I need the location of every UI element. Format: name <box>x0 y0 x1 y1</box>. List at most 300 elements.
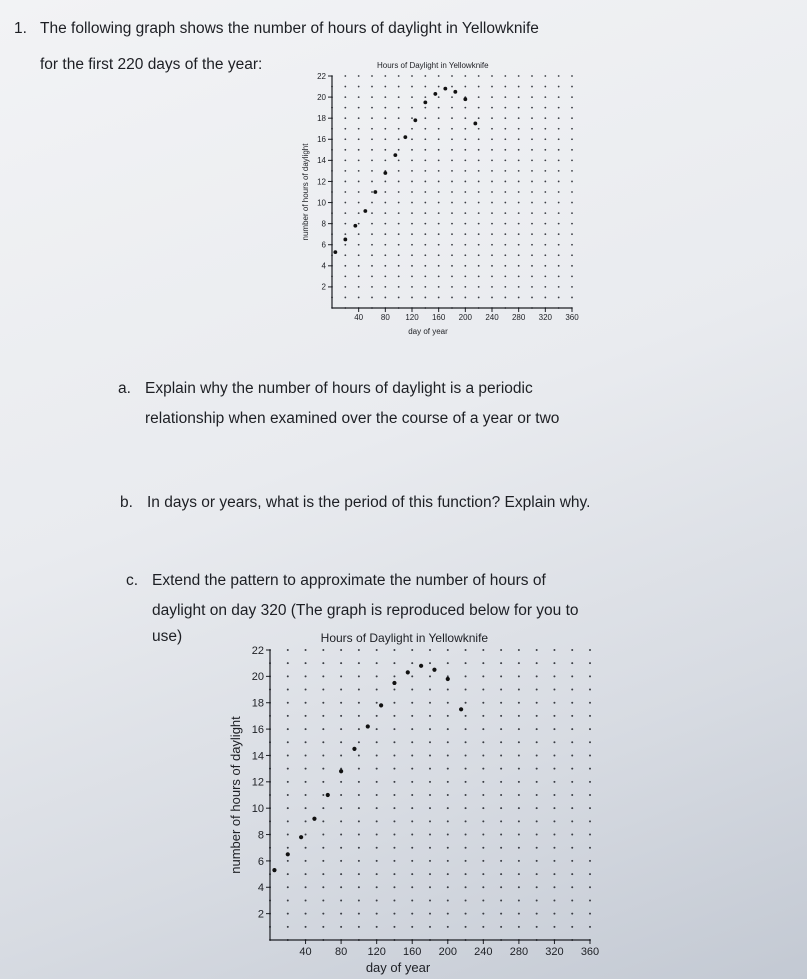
grid-dot <box>358 149 360 151</box>
grid-dot <box>571 834 573 836</box>
grid-dot <box>491 202 493 204</box>
grid-dot <box>544 265 546 267</box>
grid-dot <box>411 689 413 691</box>
grid-dot <box>344 223 346 225</box>
grid-dot <box>287 847 289 849</box>
grid-dot <box>518 159 520 161</box>
grid-dot <box>305 662 307 664</box>
grid-dot <box>553 754 555 756</box>
grid-dot <box>465 781 467 783</box>
y-tick-label: 10 <box>317 198 326 208</box>
y-tick-label: 2 <box>321 282 326 292</box>
grid-dot <box>465 715 467 717</box>
grid-dot <box>398 86 400 88</box>
grid-dot <box>393 886 395 888</box>
grid-dot <box>424 86 426 88</box>
grid-dot <box>544 149 546 151</box>
grid-dot <box>518 675 520 677</box>
grid-dot <box>411 768 413 770</box>
grid-dot <box>384 275 386 277</box>
x-tick-label: 200 <box>438 946 457 958</box>
chart-title: Hours of Daylight in Yellowknife <box>376 61 489 70</box>
grid-dot <box>536 820 538 822</box>
grid-dot <box>358 794 360 796</box>
grid-dot <box>322 781 324 783</box>
grid-dot <box>589 715 591 717</box>
grid-dot <box>536 860 538 862</box>
grid-dot <box>322 689 324 691</box>
grid-dot <box>571 847 573 849</box>
data-point <box>406 670 410 674</box>
grid-dot <box>358 286 360 288</box>
y-tick-label: 14 <box>317 156 326 166</box>
grid-dot <box>500 675 502 677</box>
grid-dot <box>518 689 520 691</box>
grid-dot <box>340 820 342 822</box>
grid-dot <box>340 807 342 809</box>
part-c-line-3: use) <box>152 628 183 645</box>
data-point <box>353 224 357 228</box>
grid-dot <box>504 286 506 288</box>
grid-dot <box>384 233 386 235</box>
grid-dot <box>544 181 546 183</box>
y-tick-label: 14 <box>251 750 264 763</box>
grid-dot <box>544 275 546 277</box>
grid-dot <box>465 754 467 756</box>
grid-dot <box>287 820 289 822</box>
grid-dot <box>464 159 466 161</box>
grid-dot <box>531 181 533 183</box>
grid-dot <box>358 662 360 664</box>
grid-dot <box>411 794 413 796</box>
grid-dot <box>287 873 289 875</box>
grid-dot <box>305 834 307 836</box>
grid-dot <box>393 926 395 928</box>
grid-dot <box>322 860 324 862</box>
grid-dot <box>305 794 307 796</box>
grid-dot <box>429 794 431 796</box>
grid-dot <box>478 297 480 299</box>
grid-dot <box>305 675 307 677</box>
grid-dot <box>518 741 520 743</box>
grid-dot <box>504 244 506 246</box>
grid-dot <box>322 728 324 730</box>
part-c-letter: c. <box>126 572 139 589</box>
grid-dot <box>500 926 502 928</box>
grid-dot <box>340 847 342 849</box>
grid-dot <box>411 212 413 214</box>
grid-dot <box>571 223 573 225</box>
grid-dot <box>411 159 413 161</box>
grid-dot <box>553 913 555 915</box>
grid-dot <box>531 265 533 267</box>
grid-dot <box>589 689 591 691</box>
grid-dot <box>393 754 395 756</box>
grid-dot <box>558 244 560 246</box>
data-point <box>272 868 276 872</box>
grid-dot <box>553 834 555 836</box>
grid-dot <box>358 117 360 119</box>
grid-dot <box>536 649 538 651</box>
grid-dot <box>482 689 484 691</box>
grid-dot <box>518 781 520 783</box>
grid-dot <box>504 75 506 77</box>
grid-dot <box>478 244 480 246</box>
grid-dot <box>371 75 373 77</box>
grid-dot <box>287 754 289 756</box>
grid-dot <box>553 886 555 888</box>
grid-dot <box>393 834 395 836</box>
grid-dot <box>447 913 449 915</box>
grid-dot <box>429 781 431 783</box>
grid-dot <box>438 265 440 267</box>
grid-dot <box>518 286 520 288</box>
grid-dot <box>371 159 373 161</box>
grid-dot <box>464 117 466 119</box>
grid-dot <box>344 212 346 214</box>
grid-dot <box>424 149 426 151</box>
grid-dot <box>340 675 342 677</box>
grid-dot <box>358 181 360 183</box>
grid-dot <box>518 191 520 193</box>
grid-dot <box>358 265 360 267</box>
grid-dot <box>482 794 484 796</box>
grid-dot <box>589 886 591 888</box>
grid-dot <box>571 86 573 88</box>
grid-dot <box>411 86 413 88</box>
grid-dot <box>589 899 591 901</box>
grid-dot <box>558 149 560 151</box>
data-point <box>419 664 423 668</box>
grid-dot <box>376 715 378 717</box>
grid-dot <box>305 899 307 901</box>
grid-dot <box>544 117 546 119</box>
grid-dot <box>393 873 395 875</box>
grid-dot <box>478 286 480 288</box>
grid-dot <box>465 675 467 677</box>
grid-dot <box>424 181 426 183</box>
grid-dot <box>536 728 538 730</box>
grid-dot <box>482 754 484 756</box>
grid-dot <box>371 96 373 98</box>
grid-dot <box>411 107 413 109</box>
grid-dot <box>518 149 520 151</box>
grid-dot <box>518 820 520 822</box>
grid-dot <box>531 75 533 77</box>
grid-dot <box>411 149 413 151</box>
grid-dot <box>305 649 307 651</box>
grid-dot <box>504 117 506 119</box>
grid-dot <box>451 286 453 288</box>
grid-dot <box>544 128 546 130</box>
grid-dot <box>544 254 546 256</box>
grid-dot <box>344 233 346 235</box>
grid-dot <box>384 149 386 151</box>
grid-dot <box>447 834 449 836</box>
grid-dot <box>451 149 453 151</box>
grid-dot <box>371 254 373 256</box>
grid-dot <box>504 212 506 214</box>
grid-dot <box>491 86 493 88</box>
grid-dot <box>571 275 573 277</box>
grid-dot <box>393 794 395 796</box>
grid-dot <box>411 886 413 888</box>
grid-dot <box>536 754 538 756</box>
grid-dot <box>518 223 520 225</box>
grid-dot <box>384 117 386 119</box>
grid-dot <box>464 244 466 246</box>
data-point <box>366 724 370 728</box>
grid-dot <box>482 899 484 901</box>
grid-dot <box>504 170 506 172</box>
grid-dot <box>384 159 386 161</box>
grid-dot <box>531 275 533 277</box>
grid-dot <box>376 675 378 677</box>
grid-dot <box>398 159 400 161</box>
grid-dot <box>376 847 378 849</box>
y-tick-label: 2 <box>257 908 264 921</box>
grid-dot <box>358 781 360 783</box>
x-tick-label: 280 <box>511 313 526 322</box>
grid-dot <box>504 181 506 183</box>
x-axis-label: day of year <box>365 960 431 975</box>
grid-dot <box>438 138 440 140</box>
grid-dot <box>371 181 373 183</box>
grid-dot <box>371 128 373 130</box>
grid-dot <box>500 715 502 717</box>
grid-dot <box>411 807 413 809</box>
grid-dot <box>340 728 342 730</box>
grid-dot <box>358 899 360 901</box>
grid-dot <box>544 86 546 88</box>
grid-dot <box>451 181 453 183</box>
grid-dot <box>464 223 466 225</box>
grid-dot <box>544 202 546 204</box>
grid-dot <box>371 265 373 267</box>
grid-dot <box>411 96 413 98</box>
data-point <box>286 852 290 856</box>
grid-dot <box>536 807 538 809</box>
grid-dot <box>571 75 573 77</box>
grid-dot <box>558 170 560 172</box>
grid-dot <box>553 794 555 796</box>
grid-dot <box>558 181 560 183</box>
grid-dot <box>358 649 360 651</box>
grid-dot <box>571 926 573 928</box>
grid-dot <box>376 886 378 888</box>
grid-dot <box>571 754 573 756</box>
grid-dot <box>358 873 360 875</box>
grid-dot <box>287 926 289 928</box>
grid-dot <box>482 807 484 809</box>
grid-dot <box>411 675 413 677</box>
x-tick-label: 80 <box>334 946 348 958</box>
grid-dot <box>424 254 426 256</box>
grid-dot <box>478 181 480 183</box>
grid-dot <box>322 754 324 756</box>
grid-dot <box>536 715 538 717</box>
grid-dot <box>544 138 546 140</box>
grid-dot <box>384 86 386 88</box>
grid-dot <box>371 244 373 246</box>
grid-dot <box>491 75 493 77</box>
grid-dot <box>536 741 538 743</box>
grid-dot <box>536 781 538 783</box>
grid-dot <box>558 191 560 193</box>
grid-dot <box>438 233 440 235</box>
y-tick-label: 18 <box>251 697 264 710</box>
grid-dot <box>384 223 386 225</box>
grid-dot <box>344 275 346 277</box>
grid-dot <box>451 75 453 77</box>
grid-dot <box>451 107 453 109</box>
grid-dot <box>478 86 480 88</box>
grid-dot <box>287 649 289 651</box>
y-tick-label: 16 <box>251 723 264 736</box>
grid-dot <box>518 794 520 796</box>
grid-dot <box>398 286 400 288</box>
grid-dot <box>398 254 400 256</box>
grid-dot <box>393 675 395 677</box>
grid-dot <box>571 675 573 677</box>
grid-dot <box>429 715 431 717</box>
grid-dot <box>438 75 440 77</box>
grid-dot <box>500 702 502 704</box>
grid-dot <box>340 715 342 717</box>
grid-dot <box>504 297 506 299</box>
grid-dot <box>500 913 502 915</box>
grid-dot <box>491 265 493 267</box>
grid-dot <box>344 286 346 288</box>
grid-dot <box>478 265 480 267</box>
grid-dot <box>358 107 360 109</box>
grid-dot <box>571 254 573 256</box>
grid-dot <box>589 702 591 704</box>
grid-dot <box>305 741 307 743</box>
grid-dot <box>424 275 426 277</box>
grid-dot <box>464 181 466 183</box>
grid-dot <box>504 149 506 151</box>
grid-dot <box>571 794 573 796</box>
grid-dot <box>376 899 378 901</box>
y-tick-label: 12 <box>251 776 264 789</box>
grid-dot <box>376 702 378 704</box>
grid-dot <box>536 662 538 664</box>
grid-dot <box>376 820 378 822</box>
grid-dot <box>518 254 520 256</box>
grid-dot <box>531 223 533 225</box>
grid-dot <box>393 689 395 691</box>
grid-dot <box>464 212 466 214</box>
grid-dot <box>518 834 520 836</box>
grid-dot <box>438 86 440 88</box>
y-tick-label: 6 <box>321 240 326 250</box>
question-line-2: for the first 220 days of the year: <box>40 56 263 73</box>
grid-dot <box>531 96 533 98</box>
grid-dot <box>531 86 533 88</box>
grid-dot <box>500 794 502 796</box>
grid-dot <box>464 75 466 77</box>
grid-dot <box>465 820 467 822</box>
grid-dot <box>544 244 546 246</box>
grid-dot <box>482 860 484 862</box>
grid-dot <box>429 886 431 888</box>
grid-dot <box>393 781 395 783</box>
grid-dot <box>429 860 431 862</box>
data-point <box>446 677 450 681</box>
grid-dot <box>424 170 426 172</box>
grid-dot <box>504 275 506 277</box>
x-tick-label: 120 <box>367 946 386 958</box>
grid-dot <box>424 96 426 98</box>
grid-dot <box>393 860 395 862</box>
grid-dot <box>424 117 426 119</box>
grid-dot <box>500 820 502 822</box>
grid-dot <box>482 715 484 717</box>
grid-dot <box>491 138 493 140</box>
grid-dot <box>518 107 520 109</box>
grid-dot <box>358 191 360 193</box>
y-axis-label: number of hours of daylight <box>301 143 310 241</box>
grid-dot <box>287 741 289 743</box>
data-point <box>443 87 447 91</box>
grid-dot <box>398 96 400 98</box>
grid-dot <box>340 649 342 651</box>
grid-dot <box>465 728 467 730</box>
grid-dot <box>429 899 431 901</box>
grid-dot <box>358 702 360 704</box>
grid-dot <box>464 107 466 109</box>
grid-dot <box>429 913 431 915</box>
grid-dot <box>411 181 413 183</box>
grid-dot <box>531 244 533 246</box>
y-tick-label: 8 <box>257 829 264 842</box>
grid-dot <box>344 86 346 88</box>
grid-dot <box>371 275 373 277</box>
grid-dot <box>589 741 591 743</box>
grid-dot <box>398 223 400 225</box>
grid-dot <box>531 159 533 161</box>
grid-dot <box>340 899 342 901</box>
x-tick-label: 120 <box>405 313 419 322</box>
grid-dot <box>491 96 493 98</box>
grid-dot <box>465 913 467 915</box>
grid-dot <box>447 754 449 756</box>
grid-dot <box>358 860 360 862</box>
grid-dot <box>411 75 413 77</box>
grid-dot <box>384 265 386 267</box>
grid-dot <box>447 794 449 796</box>
grid-dot <box>322 886 324 888</box>
daylight-chart-1 <box>280 48 580 348</box>
x-tick-label: 80 <box>380 313 390 322</box>
grid-dot <box>358 297 360 299</box>
grid-dot <box>438 181 440 183</box>
grid-dot <box>438 212 440 214</box>
grid-dot <box>451 275 453 277</box>
grid-dot <box>358 159 360 161</box>
grid-dot <box>553 807 555 809</box>
x-tick-label: 160 <box>403 946 422 958</box>
grid-dot <box>518 913 520 915</box>
grid-dot <box>465 834 467 836</box>
grid-dot <box>384 75 386 77</box>
grid-dot <box>518 860 520 862</box>
grid-dot <box>571 860 573 862</box>
grid-dot <box>344 297 346 299</box>
grid-dot <box>447 741 449 743</box>
grid-dot <box>340 860 342 862</box>
